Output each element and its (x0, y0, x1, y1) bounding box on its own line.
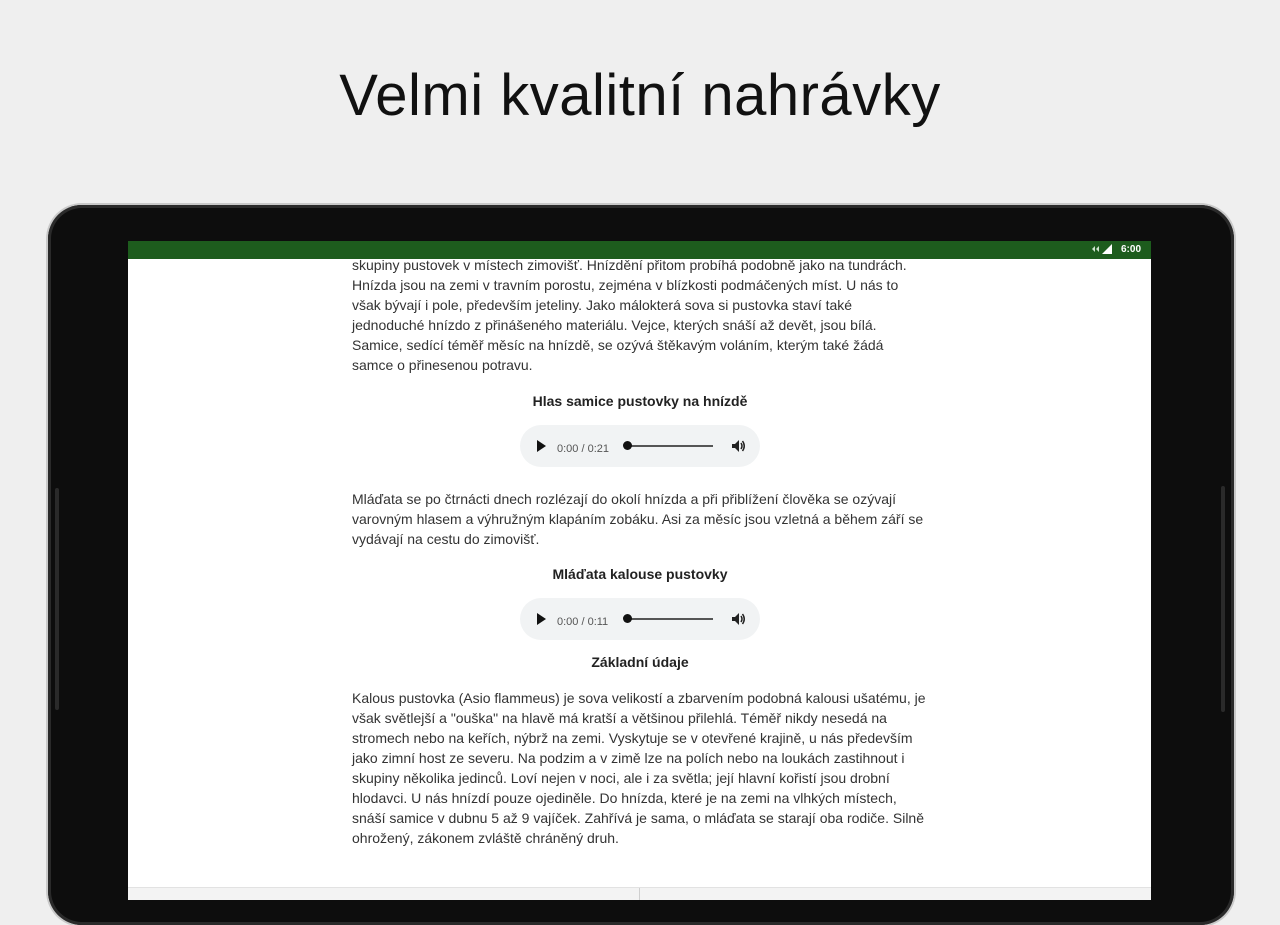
audio-caption: Mláďata kalouse pustovky (552, 566, 728, 582)
play-icon[interactable] (537, 613, 546, 625)
status-time: 6:00 (1120, 243, 1141, 255)
tablet-side-button-left (55, 488, 59, 710)
section-title: Základní údaje (591, 654, 689, 670)
audio-player[interactable] (520, 598, 760, 640)
bottom-divider (639, 888, 640, 900)
promo-headline: Velmi kvalitní nahrávky (339, 63, 941, 128)
audio-progress-track[interactable] (627, 445, 713, 447)
volume-icon[interactable] (730, 438, 746, 454)
audio-progress-thumb[interactable] (623, 614, 632, 623)
article-paragraph: Kalous pustovka (Asio flammeus) je sova velikostí a zbarvením podobná kalousi ušatému, je však světlejší a "ouška" na hlavě má kratší a většinou přilehlá. Téměř nikdy nesedá na stromech nebo na keřích, nýbrž na zemi. Vyskytuje se v otevřené krajině, u nás především jako zimní host ze severu. Na podzim a v zimě lze na polích nebo na loukách zastihnout i skupiny několika jedinců. Loví nejen v noci, ale i za světla; její hlavní kořistí jsou drobní hlodavci. U nás hnízdí pouze ojediněle. Do hnízda, které je na zemi na vlhkých místech, snáší samice v dubnu 5 až 9 vajíček. Zahřívá je sama, o mláďata se starají oba rodiče. Silně ohrožený, zákonem zvláště chráněný druh. (352, 690, 926, 846)
audio-caption: Hlas samice pustovky na hnízdě (532, 393, 748, 409)
tablet-side-button-right (1221, 486, 1225, 712)
audio-progress-track[interactable] (627, 618, 713, 620)
article-content (352, 259, 928, 848)
signal-icon (1091, 243, 1113, 255)
volume-icon[interactable] (730, 611, 746, 627)
article-paragraph: skupiny pustovek v místech zimovišť. Hnízdění přitom probíhá podobně jako na tundrách. Hnízda jsou na zemi v travním porostu, zejména v blízkosti podmáčených míst. U nás to však bývají i pole, především jeteliny. Jako málokterá sova si pustovka staví také jednoduché hnízdo z přinášeného materiálu. Vejce, kterých snáší až devět, jsou bílá. Samice, sedící téměř měsíc na hnízdě, se ozývá štěkavým voláním, kterým také žádá samce o přinesenou potravu. (352, 257, 907, 373)
article-paragraph: Mláďata se po čtrnácti dnech rozlézají do okolí hnízda a při přiblížení člověka se ozývají varovným hlasem a výhružným klapáním zobáku. Asi za měsíc jsou vzletná a během září se vydávají na cestu do zimovišť. (352, 491, 924, 547)
tablet-screen (128, 241, 1151, 900)
audio-player[interactable] (520, 425, 760, 467)
audio-time: 0:00 / 0:11 (557, 616, 609, 628)
audio-time: 0:00 / 0:21 (557, 443, 609, 455)
audio-progress-thumb[interactable] (623, 441, 632, 450)
play-icon[interactable] (537, 440, 546, 452)
